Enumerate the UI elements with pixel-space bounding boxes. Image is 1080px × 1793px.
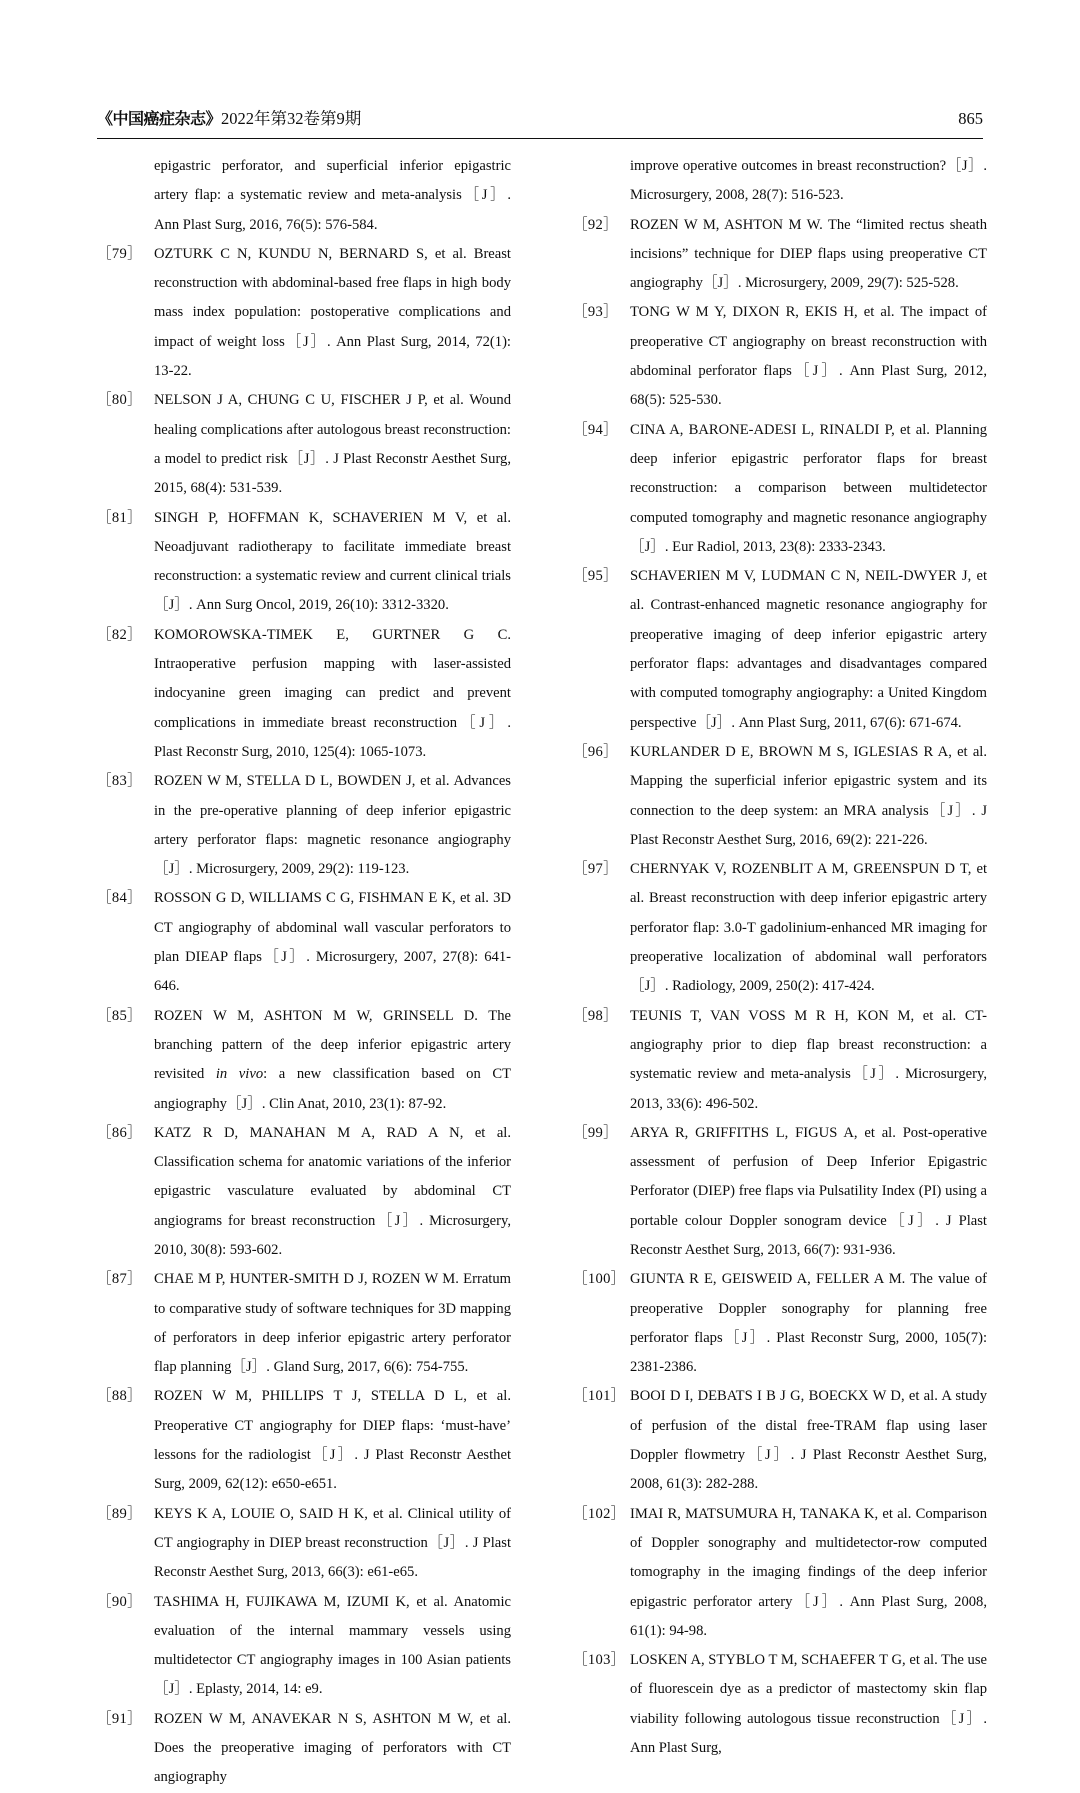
reference-entry — [573, 562, 987, 738]
reference-text: improve operative outcomes in breast reconstruction?［J］. Microsurgery, 2008, 28(7): 516-523. — [630, 158, 987, 204]
reference-number: ［97］ — [573, 861, 618, 878]
left-column — [97, 152, 511, 1793]
reference-text: NELSON J A, CHUNG C U, FISCHER J P, et al. Wound healing complications after autologous breast reconstruction: a model to predict risk［J］. J Plast Reconstr Aesthet Surg, 2015, 68(4): 531-539. — [154, 392, 511, 497]
reference-number: ［81］ — [97, 509, 142, 526]
italic-term: in vivo — [215, 1066, 264, 1083]
reference-number: ［89］ — [97, 1505, 142, 1522]
reference-text: BOOI D I, DEBATS I B J G, BOECKX W D, et al. A study of perfusion of the distal free-TRAM flap using laser Doppler flowmetry［J］. J Plast Reconstr Aesthet Surg, 2008, 61(3): 282-288. — [630, 1388, 987, 1493]
reference-entry — [573, 416, 987, 562]
reference-text: ROSSON G D, WILLIAMS C G, FISHMAN E K, et al. 3D CT angiography of abdominal wall vascular perforators to plan DIEAP flaps［J］. Microsurgery, 2007, 27(8): 641-646. — [154, 890, 511, 995]
reference-entry — [573, 211, 987, 299]
reference-entry — [97, 1705, 511, 1793]
reference-entry — [97, 884, 511, 1001]
reference-entry — [97, 1382, 511, 1499]
reference-text: SCHAVERIEN M V, LUDMAN C N, NEIL-DWYER J, et al. Contrast-enhanced magnetic resonance angiography for preoperative imaging of deep inferior epigastric artery perforator flaps: advantages and disadvantages compared with computed tomography angiography: a United Kingdom perspective［J］. Ann Plast Surg, 2011, 67(6): 671-674. — [630, 568, 987, 731]
reference-entry — [97, 1119, 511, 1265]
reference-number: ［84］ — [97, 890, 142, 907]
reference-text: epigastric perforator, and superficial inferior epigastric artery flap: a systematic review and meta-analysis［J］. Ann Plast Surg, 2016, 76(5): 576-584. — [154, 158, 511, 233]
reference-number: ［94］ — [573, 421, 618, 438]
reference-text: IMAI R, MATSUMURA H, TANAKA K, et al. Comparison of Doppler sonography and multidetector-row computed tomography in the imaging findings of the deep inferior epigastric perforator artery［J］. Ann Plast Surg, 2008, 61(1): 94-98. — [630, 1505, 987, 1639]
reference-text: ROZEN W M, ASHTON M W. The “limited rectus sheath incisions” technique for DIEP flaps using preoperative CT angiography［J］. Microsurgery, 2009, 29(7): 525-528. — [630, 216, 987, 292]
reference-entry — [573, 1265, 987, 1382]
journal-title: 《中国癌症杂志》 — [97, 109, 222, 128]
reference-number: ［82］ — [97, 626, 142, 643]
reference-number: ［99］ — [573, 1124, 618, 1141]
reference-text: ROZEN W M, PHILLIPS T J, STELLA D L, et al. Preoperative CT angiography for DIEP flaps: ‘must-have’ lessons for the radiologist［J］. J Plast Reconstr Aesthet Surg, 2009, 62(12): e650-e651. — [154, 1388, 511, 1493]
reference-entry — [573, 1500, 987, 1646]
reference-entry — [573, 855, 987, 1001]
reference-number: ［93］ — [573, 304, 618, 321]
reference-number: ［101］ — [573, 1388, 626, 1405]
reference-text: TONG W M Y, DIXON R, EKIS H, et al. The impact of preoperative CT angiography on breast reconstruction with abdominal perforator flaps［J］. Ann Plast Surg, 2012, 68(5): 525-530. — [630, 304, 987, 409]
reference-number: ［91］ — [97, 1710, 142, 1727]
reference-number: ［100］ — [573, 1271, 626, 1288]
reference-number: ［88］ — [97, 1388, 142, 1405]
reference-text: CHAE M P, HUNTER-SMITH D J, ROZEN W M. Erratum to comparative study of software techniques for 3D mapping of perforators in deep inferior epigastric artery perforator flap planning［J］. Gland Surg, 2017, 6(6): 754-755. — [154, 1271, 511, 1376]
reference-continuation — [97, 152, 511, 240]
reference-text: KEYS K A, LOUIE O, SAID H K, et al. Clinical utility of CT angiography in DIEP breast reconstruction［J］. J Plast Reconstr Aesthet Surg, 2013, 66(3): e61-e65. — [154, 1505, 511, 1581]
reference-entry — [573, 1382, 987, 1499]
reference-number: ［86］ — [97, 1124, 142, 1141]
reference-entry — [97, 1002, 511, 1119]
reference-entry — [573, 1002, 987, 1119]
reference-entry — [97, 621, 511, 767]
reference-text: ROZEN W M, STELLA D L, BOWDEN J, et al. Advances in the pre-operative planning of deep inferior epigastric artery perforator flaps: magnetic resonance angiography［J］. Microsurgery, 2009, 29(2): 119-123. — [154, 773, 511, 878]
reference-text: ARYA R, GRIFFITHS L, FIGUS A, et al. Post-operative assessment of perfusion of Deep Inferior Epigastric Perforator (DIEP) free flaps via Pulsatility Index (PI) using a portable colour Doppler sonogram device［J］. J Plast Reconstr Aesthet Surg, 2013, 66(7): 931-936. — [630, 1124, 987, 1258]
reference-number: ［85］ — [97, 1007, 142, 1024]
reference-text: KURLANDER D E, BROWN M S, IGLESIAS R A, et al. Mapping the superficial inferior epigastric system and its connection to the deep system: an MRA analysis［J］. J Plast Reconstr Aesthet Surg, 2016, 69(2): 221-226. — [630, 743, 987, 848]
reference-text: ROZEN W M, ANAVEKAR N S, ASHTON M W, et al. Does the preoperative imaging of perforators with CT angiography — [154, 1710, 511, 1786]
reference-number: ［87］ — [97, 1271, 142, 1288]
reference-number: ［95］ — [573, 568, 618, 585]
reference-entry — [97, 1500, 511, 1588]
reference-number: ［90］ — [97, 1593, 142, 1610]
reference-text: ROZEN W M, ASHTON M W, GRINSELL D. The branching pattern of the deep inferior epigastric artery revisited in vivo: a new classification based on CT angiography［J］. Clin Anat, 2010, 23(1): 87-92. — [154, 1007, 512, 1112]
reference-text: LOSKEN A, STYBLO T M, SCHAEFER T G, et al. The use of fluorescein dye as a predictor of mastectomy skin flap viability following autologous tissue reconstruction［J］. Ann Plast Surg, — [630, 1652, 987, 1757]
reference-entry — [97, 1265, 511, 1382]
reference-entry — [573, 738, 987, 855]
header-divider — [97, 138, 983, 139]
reference-entry — [97, 1588, 511, 1705]
reference-entry — [97, 240, 511, 386]
reference-entry — [97, 767, 511, 884]
reference-entry — [573, 1646, 987, 1763]
right-column — [573, 152, 987, 1793]
reference-number: ［98］ — [573, 1007, 618, 1024]
reference-columns — [97, 152, 987, 1793]
running-head-left — [97, 108, 361, 130]
running-head — [97, 108, 983, 140]
reference-text: KATZ R D, MANAHAN M A, RAD A N, et al. Classification schema for anatomic variations of the inferior epigastric vasculature evaluated by abdominal CT angiograms for breast reconstruction［J］. Microsurgery, 2010, 30(8): 593-602. — [154, 1124, 511, 1258]
reference-number: ［96］ — [573, 743, 618, 760]
reference-entry — [573, 298, 987, 415]
reference-text: GIUNTA R E, GEISWEID A, FELLER A M. The value of preoperative Doppler sonography for planning free perforator flaps［J］. Plast Reconstr Surg, 2000, 105(7): 2381-2386. — [630, 1271, 987, 1376]
reference-text: TEUNIS T, VAN VOSS M R H, KON M, et al. CT-angiography prior to diep flap breast reconstruction: a systematic review and meta-analysis［J］. Microsurgery, 2013, 33(6): 496-502. — [630, 1007, 987, 1112]
reference-continuation — [573, 152, 987, 211]
reference-number: ［83］ — [97, 773, 142, 790]
reference-number: ［80］ — [97, 392, 142, 409]
reference-text: OZTURK C N, KUNDU N, BERNARD S, et al. Breast reconstruction with abdominal-based free flaps in high body mass index population: postoperative complications and impact of weight loss［J］. Ann Plast Surg, 2014, 72(1): 13-22. — [154, 245, 511, 380]
reference-text: CHERNYAK V, ROZENBLIT A M, GREENSPUN D T, et al. Breast reconstruction with deep inferior epigastric artery perforator flap: 3.0-T gadolinium-enhanced MR imaging for preoperative localization of abdominal wall perforators［J］. Radiology, 2009, 250(2): 417-424. — [630, 861, 987, 995]
reference-number: ［102］ — [573, 1505, 626, 1522]
reference-entry — [97, 386, 511, 503]
reference-number: ［92］ — [573, 216, 618, 233]
reference-text: CINA A, BARONE-ADESI L, RINALDI P, et al. Planning deep inferior epigastric perforator flaps for breast reconstruction: a comparison between multidetector computed tomography and magnetic resonance angiography［J］. Eur Radiol, 2013, 23(8): 2333-2343. — [630, 421, 987, 555]
reference-number: ［79］ — [97, 245, 142, 262]
reference-text: KOMOROWSKA-TIMEK E, GURTNER G C. Intraoperative perfusion mapping with laser-assisted indocyanine green imaging can predict and prevent complications in immediate breast reconstruction［J］. Plast Reconstr Surg, 2010, 125(4): 1065-1073. — [154, 626, 511, 760]
page-number: 865 — [958, 109, 983, 128]
reference-text: TASHIMA H, FUJIKAWA M, IZUMI K, et al. Anatomic evaluation of the internal mammary vessels using multidetector CT angiography images in 100 Asian patients［J］. Eplasty, 2014, 14: e9. — [154, 1593, 511, 1698]
issue-info: 2022年第32卷第9期 — [221, 109, 362, 128]
reference-text: SINGH P, HOFFMAN K, SCHAVERIEN M V, et al. Neoadjuvant radiotherapy to facilitate immediate breast reconstruction: a systematic review and current clinical trials ［J］. Ann Surg Oncol, 2019, 26(10): 3312-3320. — [154, 509, 511, 614]
reference-entry — [573, 1119, 987, 1265]
reference-entry — [97, 504, 511, 621]
reference-number: ［103］ — [573, 1652, 626, 1669]
